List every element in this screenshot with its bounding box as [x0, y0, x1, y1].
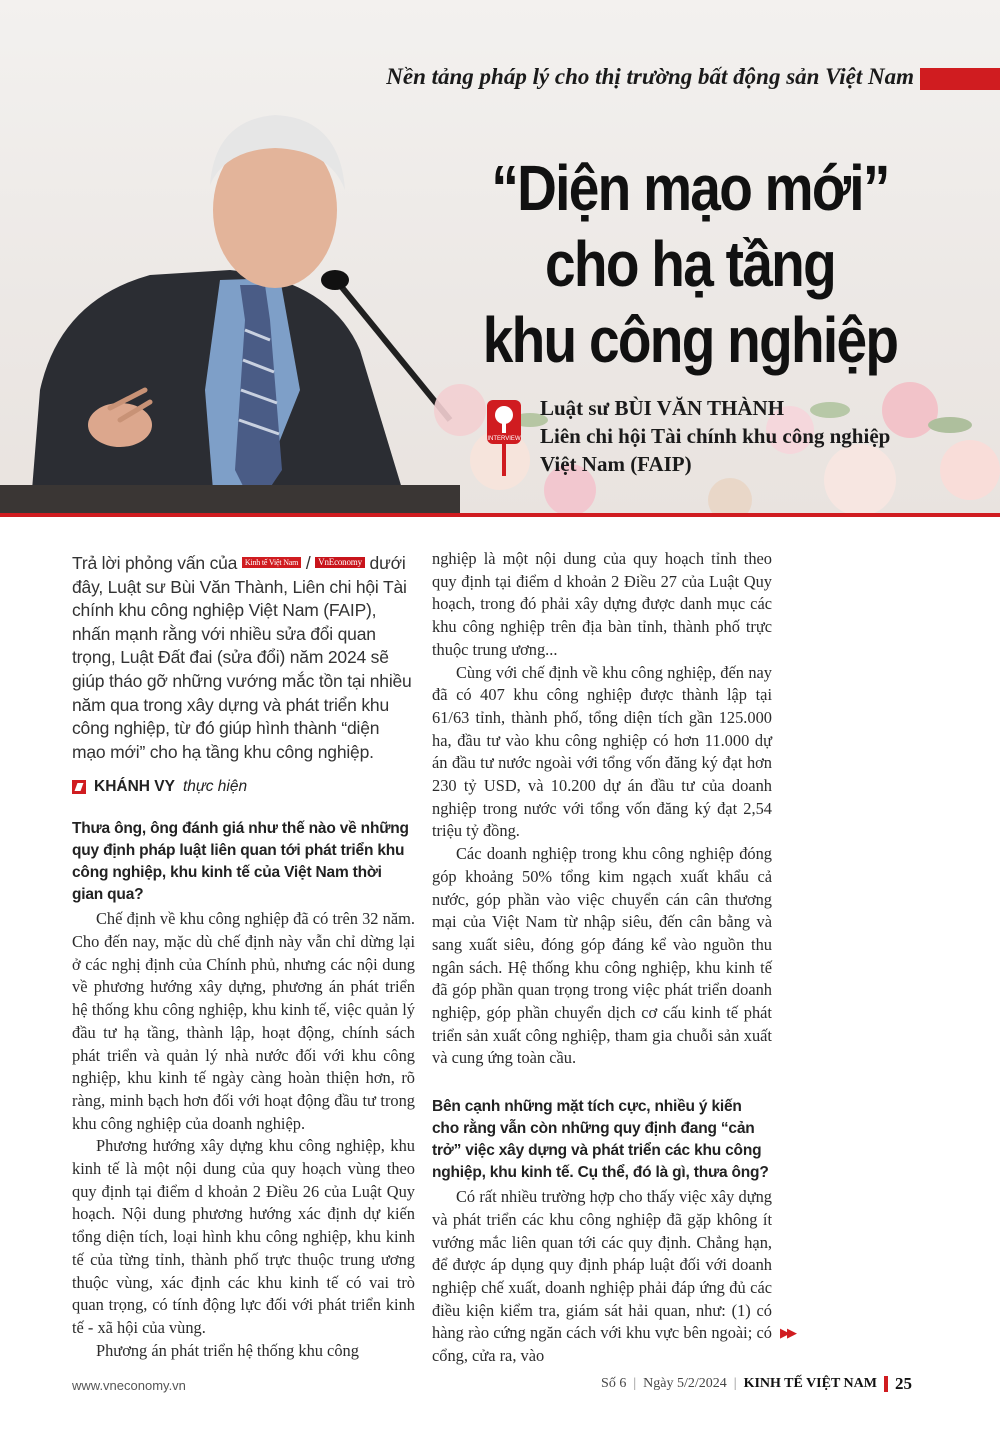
- issue-number: Số 6: [601, 1376, 627, 1391]
- issue-date: Ngày 5/2/2024: [643, 1376, 727, 1391]
- author-credit: [72, 778, 415, 796]
- continue-arrows-icon: ▶▶: [780, 1326, 794, 1341]
- speaker-photo: [0, 90, 460, 515]
- footer-info: [601, 1374, 912, 1394]
- footer-separator: |: [633, 1376, 637, 1391]
- headline: [475, 150, 905, 378]
- question-2: Bên cạnh những mặt tích cực, nhiều ý kiến cho rằng vẫn còn những quy định đang “cản trở” việc xây dựng và phát triển các khu công nghiệp, khu kinh tế. Cụ thể, đó là gì, thưa ông?: [432, 1098, 769, 1182]
- interview-label: INTERVIEW: [487, 436, 521, 442]
- logo-separator: /: [305, 553, 311, 573]
- headline-line: “Diện mạo mới”: [491, 152, 889, 224]
- intro-text: dưới đây, Luật sư Bùi Văn Thành, Liên chi hội Tài chính khu công nghiệp Việt Nam (FAIP), nhấn mạnh rằng với nhiều sửa đổi quan trọng, Luật Đất đai (sửa đổi) năm 2024 sẽ giúp tháo gỡ những vướng mắc tồn tại nhiều năm qua trong xây dựng và phát triển khu công nghiệp, từ đó giúp hình thành “diện mạo mới” cho hạ tầng khu công nghiệp.: [72, 553, 412, 762]
- body-paragraph: Các doanh nghiệp trong khu công nghiệp đóng góp khoảng 50% tổng kim ngạch xuất khẩu cả nước, góp phần vào việc chuyển cán cân thương mại của Việt Nam từ nhập siêu, đến cân bằng và sang xuất siêu, đóng góp đáng kể vào nguồn thu ngân sách. Hệ thống khu công nghiệp, khu kinh tế đã góp phần quan trọng trong việc phát triển doanh nghiệp, góp phần chuyển dịch cơ cấu kinh tế phát triển sản xuất công nghiệp, tham gia chuỗi sản xuất và cung ứng toàn cầu.: [432, 844, 772, 1068]
- magazine-name: KINH TẾ VIỆT NAM: [743, 1376, 877, 1391]
- body-paragraph: Phương hướng xây dựng khu công nghiệp, khu kinh tế là một nội dung của quy hoạch vùng theo quy định tại điểm d khoản 2 Điều 26 của Luật Quy hoạch. Nội dung phương hướng xác định dự kiến tổng diện tích, loại hình khu công nghiệp, khu kinh tế của từng tỉnh, thành phố trực thuộc trung ương thuộc vùng, xác định các khu kinh tế có vai trò quan trọng, có tính động lực đối với phát triển kinh tế - xã hội của vùng.: [72, 1136, 415, 1337]
- right-column: [432, 548, 772, 1368]
- author-role: thực hiện: [182, 778, 248, 796]
- vneconomy-logo: VnEconomy: [315, 557, 365, 568]
- byline-line: Liên chi hội Tài chính khu công nghiệp: [540, 424, 891, 448]
- body-paragraph: Chế định về khu công nghiệp đã có trên 32 năm. Cho đến nay, mặc dù chế định này vẫn chỉ dừng lại ở các nghị định của Chính phủ, nhưng các nội dung về phương hướng xây dựng, phương án phát triển hệ thống khu công nghiệp, khu kinh tế, việc quản lý đầu tư hạ tầng, thành lập, hoạt động, chính sách phát triển và quản lý nhà nước đối với khu công nghiệp, khu kinh tế ngày càng hoàn thiện hơn, rõ ràng, minh bạch hơn đối với hoạt động đầu tư trong khu công nghiệp của doanh nghiệp.: [72, 909, 415, 1133]
- kinh-te-logo: Kinh tế Việt Nam: [242, 557, 301, 568]
- footer-separator: |: [733, 1376, 737, 1391]
- footer-url[interactable]: www.vneconomy.vn: [72, 1378, 186, 1393]
- byline-line: Luật sư BÙI VĂN THÀNH: [540, 396, 785, 420]
- byline: [540, 394, 890, 478]
- body-paragraph: Có rất nhiều trường hợp cho thấy việc xây dựng và phát triển các khu công nghiệp đã gặp không ít vướng mắc liên quan tới các quy định. Chẳng hạn, để được áp dụng quy định pháp luật đối với doanh nghiệp chế xuất, doanh nghiệp phải đáp ứng đủ các điều kiện kiểm tra, giám sát hải quan, như: (1) có hàng rào cứng ngăn cách với khu vực bên ngoài; có cổng, cửa ra, vào: [432, 1187, 772, 1366]
- hero-banner: [0, 0, 1000, 515]
- intro-paragraph: [72, 552, 415, 764]
- intro-text: Trả lời phỏng vấn của: [72, 553, 238, 573]
- pen-icon: [72, 780, 86, 794]
- body-paragraph: nghiệp là một nội dung của quy hoạch tỉnh theo quy định tại điểm d khoản 2 Điều 27 của Luật Quy hoạch, trong đó phải xây dựng được danh mục các khu công nghiệp trên địa bàn tỉnh, thành phố trực thuộc trung ương...: [432, 549, 772, 659]
- body-paragraph: Phương án phát triển hệ thống khu công: [96, 1340, 359, 1360]
- author-name: KHÁNH VY: [94, 778, 175, 796]
- series-accent-bar: [920, 68, 1000, 90]
- footer-accent-bar: [884, 1376, 888, 1392]
- series-title: Nền tảng pháp lý cho thị trường bất động sản Việt Nam: [386, 64, 914, 89]
- microphone-icon: [484, 398, 524, 478]
- headline-line: cho hạ tầng: [545, 228, 835, 300]
- left-column: [72, 552, 415, 1362]
- byline-line: Việt Nam (FAIP): [540, 452, 692, 476]
- body-paragraph: Cùng với chế định về khu công nghiệp, đến nay đã có 407 khu công nghiệp được thành lập tại 61/63 tỉnh, thành phố, tổng diện tích gần 125.000 ha, đầu tư vào khu công nghiệp có hơn 11.000 dự án đầu tư nước ngoài với tổng vốn đăng ký đạt hơn 230 tỷ USD, và 10.200 dự án đầu tư của doanh nghiệp trong nước với tổng vốn đăng ký đạt 2,54 triệu tỷ đồng.: [432, 662, 772, 841]
- question-1: Thưa ông, ông đánh giá như thế nào về những quy định pháp luật liên quan tới phát triển khu công nghiệp, khu kinh tế của Việt Nam thời gian qua?: [72, 820, 409, 904]
- headline-line: khu công nghiệp: [482, 304, 898, 376]
- hero-divider: [0, 513, 1000, 517]
- page-number: 25: [895, 1374, 912, 1393]
